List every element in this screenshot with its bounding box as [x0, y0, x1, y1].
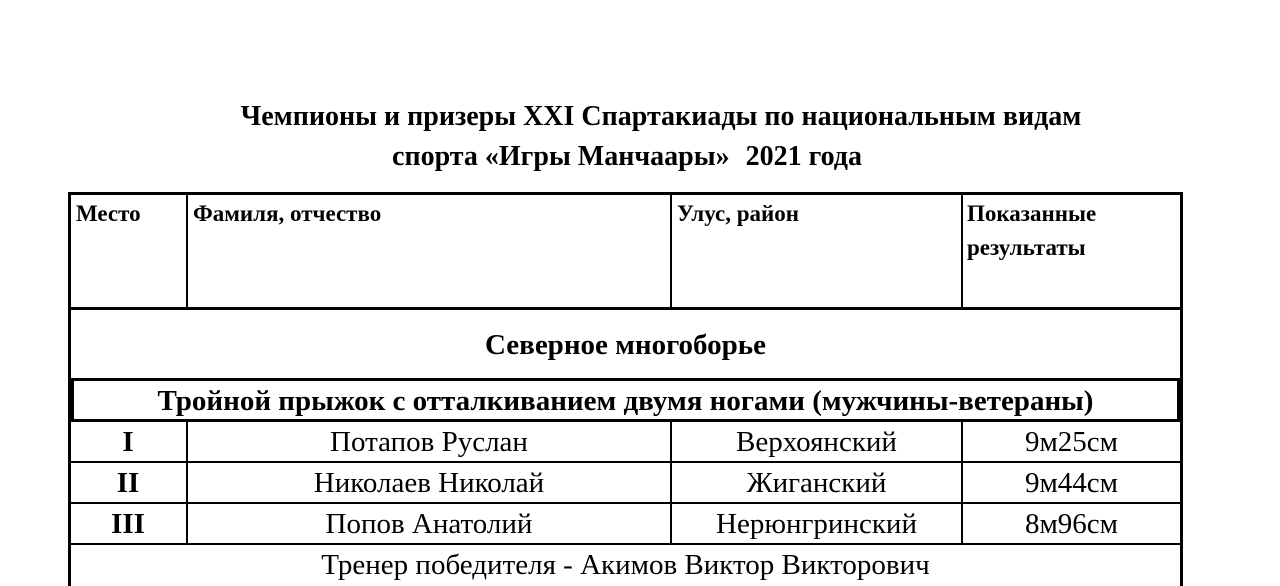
- header-district: Улус, район: [677, 201, 799, 226]
- row-2-name: Николаев Николай: [313, 467, 545, 499]
- event-title: Тройной прыжок с отталкиванием двумя ногами (мужчины-ветераны): [157, 385, 1094, 417]
- row-3-place: III: [111, 508, 145, 540]
- section-title: Северное многоборье: [484, 329, 767, 361]
- header-result: Показанные результаты: [967, 201, 1097, 260]
- page-title-line-2-part-1: спорта «Игры Манчаары»: [392, 141, 730, 172]
- coach-note: Тренер победителя - Акимов Виктор Викторович: [321, 549, 930, 581]
- event-frame-right: [1177, 381, 1180, 421]
- header-name: Фамиля, отчество: [193, 201, 382, 226]
- page-title-line-1: Чемпионы и призеры XXI Спартакиады по национальным видам: [240, 101, 1082, 132]
- row-3-name: Попов Анатолий: [325, 508, 533, 540]
- row-1-place: I: [122, 426, 134, 458]
- table-border-right: [1180, 192, 1183, 586]
- row-1-district: Верхоянский: [736, 426, 897, 458]
- row-2-result: 9м44см: [1024, 467, 1119, 499]
- page-title-line-2: [0, 137, 1267, 177]
- row-3-district: Нерюнгринский: [716, 508, 917, 540]
- row-1-result: 9м25см: [1024, 426, 1119, 458]
- header-place: Место: [76, 201, 141, 226]
- row-1-name: Потапов Руслан: [330, 426, 528, 458]
- row-3-result: 8м96см: [1024, 508, 1119, 540]
- page-title-line-2-part-2: 2021 года: [745, 141, 862, 172]
- row-2-place: II: [116, 467, 140, 499]
- row-2-district: Жиганский: [746, 467, 887, 499]
